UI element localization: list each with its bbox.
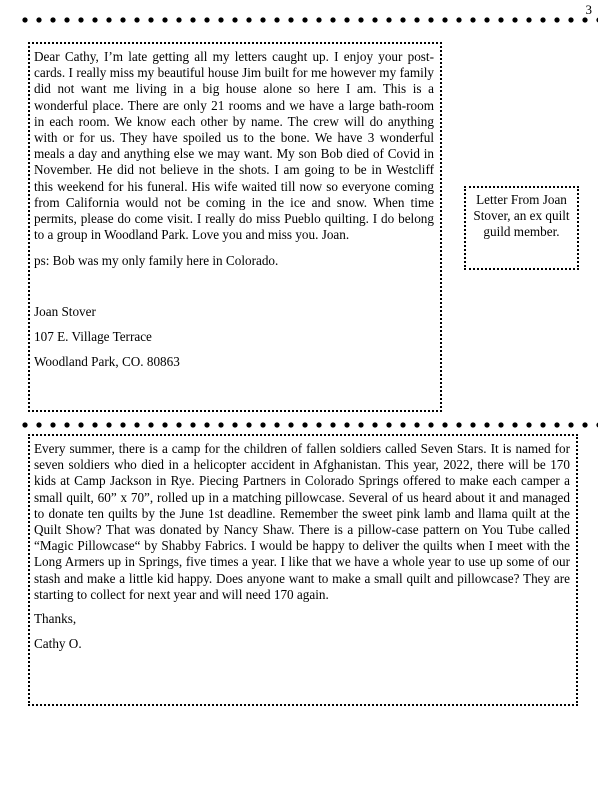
caption-text: Letter From Joan Stover, an ex quilt guild member. [473,192,570,240]
dotted-divider-middle [18,422,598,428]
caption-box [464,186,579,270]
dotted-divider-top [18,17,598,23]
letter-postscript: ps: Bob was my only family here in Colorado. [34,253,279,269]
article-body: Every summer, there is a camp for the children of fallen soldiers called Seven Stars. It is named for seven soldiers who died in a helicopter accident in Afghanistan. This year, 2022, there will be 170 kids at Camp Jackson in Rye. Piecing Partners in Colorado Springs offered to make each camper a small quilt, 60” x 70”, rolled up in a matching pillowcase. Several of us heard about it and managed to donate ten quilts by the June 1st deadline. Remember the sweet pink lamb and llama quilt at the Quilt Show? That was donated by Nancy Shaw. There is a pillow-case pattern on You Tube called “Magic Pillowcase“ by Shabby Fabrics. I would be happy to deliver the quilts when I meet with the Long Armers up in Springs, five times a year. I like that we have a whole year to use up some of our stash and make a little kid happy. Does anyone want to make a small quilt and pillowcase? They are starting to collect for next year and will need 170 again. [34,441,570,602]
article-box [28,434,578,706]
letter-address-line2: Woodland Park, CO. 80863 [34,354,180,370]
letter-box [28,42,442,412]
letter-signature-name: Joan Stover [34,303,96,319]
article-signature: Cathy O. [34,636,82,652]
letter-address-line1: 107 E. Village Terrace [34,328,152,344]
page-number: 3 [585,2,592,17]
letter-body: Dear Cathy, I’m late getting all my letters caught up. I enjoy your post-cards. I really miss my beautiful house Jim built for me however my family did not want me living in a big house alone so here I am. This is a wonderful place. There are only 21 rooms and we have a large bath-room in each room. We know each other by name. The crew will do anything with or for us. They have spoiled us to the bone. We have 3 wonderful meals a day and anything else we may want. My son Bob died of Covid in November. He did not believe in the shots. I am going to be in Westcliff this weekend for his funeral. His wife waited till now so everyone coming from California would not be coming in the ice and snow. When time permits, please do come visit. I really do miss Pueblo quilting. I do belong to a group in Woodland Park. Love you and miss you. Joan. [34,49,434,243]
article-closing: Thanks, [34,611,77,627]
